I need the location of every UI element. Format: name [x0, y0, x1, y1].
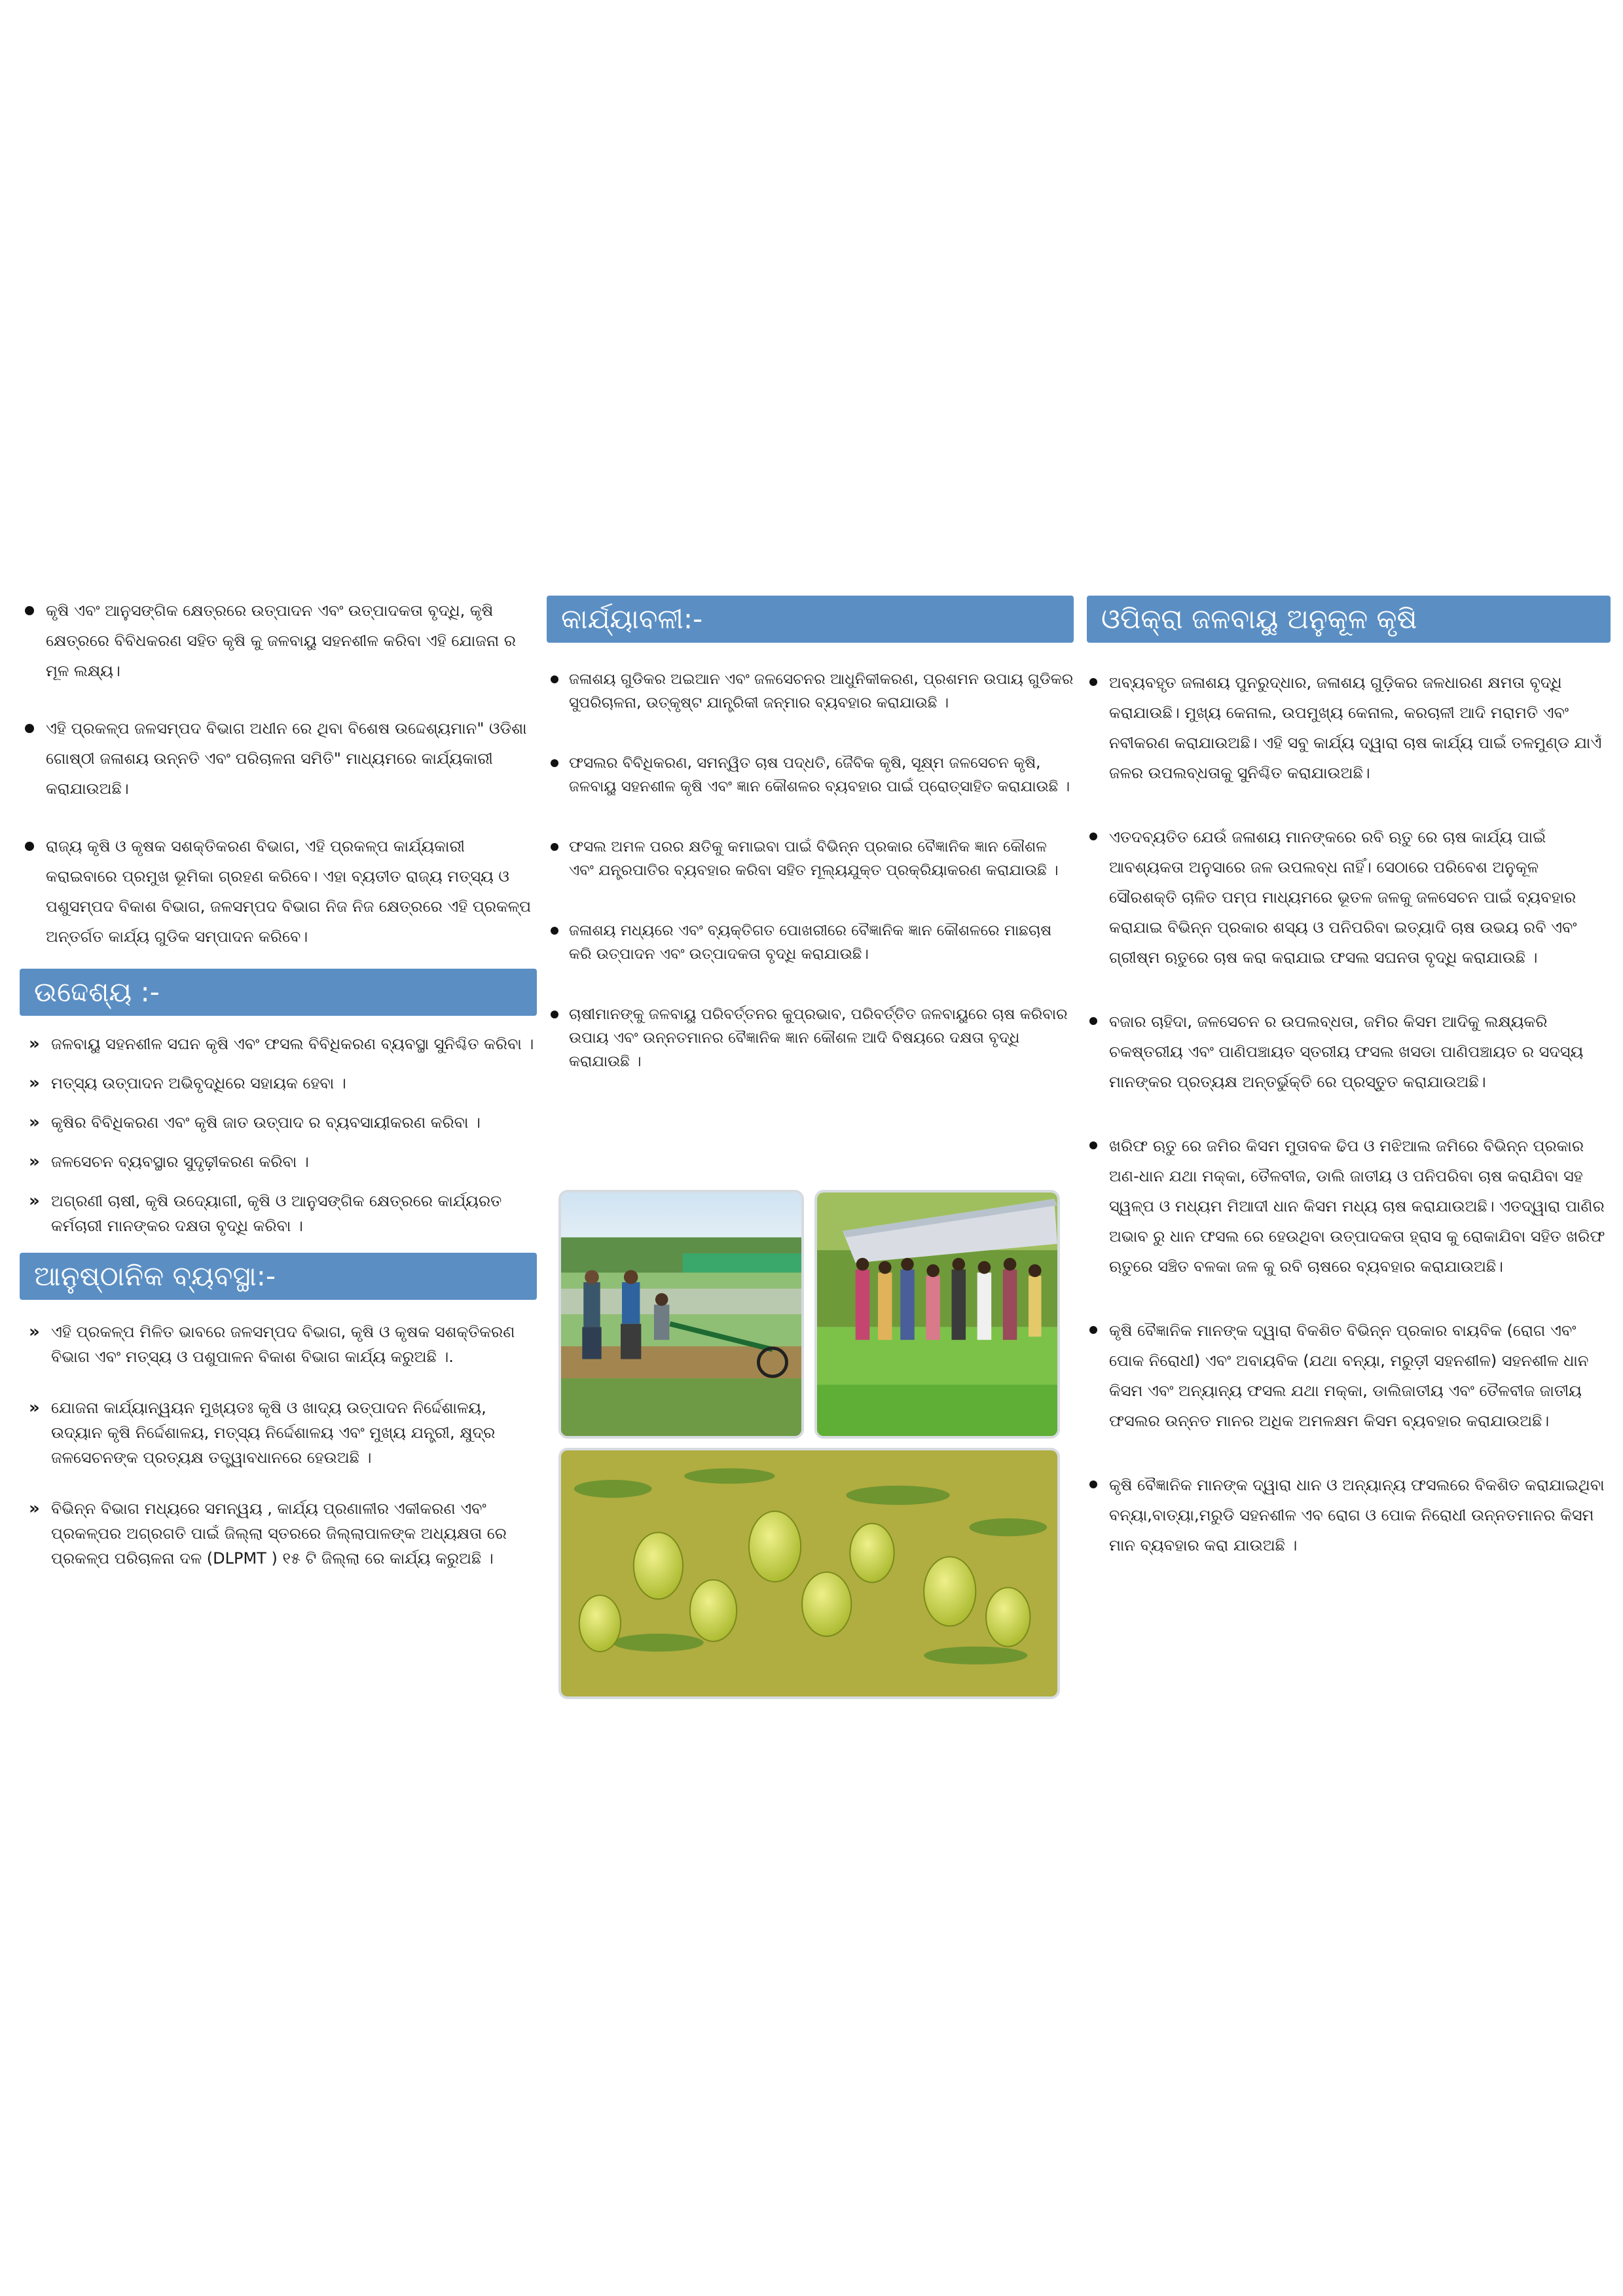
right-column	[1087, 596, 1611, 1594]
chevron-right-icon: »	[29, 1191, 40, 1211]
list-item: ଏତଦବ୍ୟତିତ ଯେଉଁ ଜଳାଶୟ ମାନଙ୍କରେ ରବି ଋତୁ ରେ ଚାଷ କାର୍ଯ୍ୟ ପାଇଁ ଆବଶ୍ୟକତା ଅନୁସାରେ ଜଳ ଉପଲବ୍ଧ ନାହିଁ। ସେଠାରେ ପରିବେଶ ଅନୁକୂଳ ସୌରଶକ୍ତି ଚାଳିତ ପମ୍ପ ମାଧ୍ୟମରେ ଭୂତଳ ଜଳକୁ ଜଳସେଚନ ପାଇଁ ବ୍ୟବହାର କରାଯାଇ ବିଭିନ୍ନ ପ୍ରକାର ଶସ୍ୟ ଓ ପନିପରିବା ଇତ୍ୟାଦି ଚାଷ ଉଭୟ ରବି ଏବଂ ଗ୍ରୀଷ୍ମ ଋତୁରେ ଚାଷ କରା କରାଯାଇ ଫସଲ ସଘନତା ବୃଦ୍ଧି କରାଯାଉଛି ।	[1087, 822, 1611, 973]
climate-agriculture-header: ଓପିକ୍ରା ଜଳବାୟୁ ଅନୁକୂଳ କୃଷି	[1087, 596, 1611, 643]
bullet-dot-icon	[25, 724, 34, 733]
list-item: ଜଳାଶୟ ମଧ୍ୟରେ ଏବଂ ବ୍ୟକ୍ତିଗତ ପୋଖରୀରେ ବୈଜ୍ଞାନିକ ଜ୍ଞାନ କୌଶଳରେ ମାଛଚାଷ କରି ଉତ୍ପାଦନ ଏବଂ ଉତ୍ପାଦକତା ବୃଦ୍ଧି କରାଯାଉଛି।	[547, 919, 1074, 966]
list-item: କୃଷି ଏବଂ ଆନୁସଙ୍ଗିକ କ୍ଷେତ୍ରରେ ଉତ୍ପାଦନ ଏବଂ ଉତ୍ପାଦକତା ବୃଦ୍ଧି, କୃଷି କ୍ଷେତ୍ରରେ ବିବିଧକରଣ ସହିତ କୃଷି କୁ ଜଳବାୟୁ ସହନଶୀଳ କରିବା ଏହି ଯୋଜନା ର ମୂଳ ଲକ୍ଷ୍ୟ।	[20, 596, 537, 686]
bullet-dot-icon	[1089, 678, 1097, 686]
list-item: » ଏହି ପ୍ରକଳ୍ପ ମିଳିତ ଭାବରେ ଜଳସମ୍ପଦ ବିଭାଗ, କୃଷି ଓ କୃଷକ ସଶକ୍ତିକରଣ ବିଭାଗ ଏବଂ ମତ୍ସ୍ୟ ଓ ପଶୁପାଳନ ବିକାଶ ବିଭାଗ କାର୍ଯ୍ୟ କରୁଅଛି ।.	[20, 1319, 537, 1369]
intro-list	[20, 596, 537, 952]
list-item: » ଅଗ୍ରଣୀ ଚାଷୀ, କୃଷି ଉଦ୍ୟୋଗୀ, କୃଷି ଓ ଆନୁସଙ୍ଗିକ କ୍ଷେତ୍ରରେ କାର୍ଯ୍ୟରତ କର୍ମଚାରୀ ମାନଙ୍କର ଦକ୍ଷତା ବୃଦ୍ଧି କରିବା ।	[20, 1189, 537, 1238]
list-item: » ଜଳସେଚନ ବ୍ୟବସ୍ଥାର ସୁଦୃଢ଼ୀକରଣ କରିବା ।	[20, 1149, 537, 1174]
chevron-right-icon: »	[29, 1113, 40, 1132]
activities-list	[547, 668, 1074, 1073]
list-item: ଅବ୍ୟବହୃତ ଜଳାଶୟ ପୁନରୁଦ୍ଧାର, ଜଳାଶୟ ଗୁଡ଼ିକର ଜଳଧାରଣ କ୍ଷମତା ବୃଦ୍ଧି କରାଯାଉଛି। ମୁଖ୍ୟ କେନାଲ, ଉପମୁଖ୍ୟ କେନାଲ, କରଚାଳୀ ଆଦି ମରାମତି ଏବଂ ନବୀକରଣ କରାଯାଉଅଛି। ଏହି ସବୁ କାର୍ଯ୍ୟ ଦ୍ୱାରା ଚାଷ କାର୍ଯ୍ୟ ପାଇଁ ତଳମୁଣ୍ଡ ଯାଏଁ ଜଳର ଉପଲବ୍ଧତାକୁ ସୁନିଶ୍ଚିତ କରାଯାଉଅଛି।	[1087, 668, 1611, 788]
bullet-dot-icon	[551, 1011, 558, 1018]
middle-column	[547, 596, 1074, 1110]
chevron-right-icon: »	[29, 1398, 40, 1418]
chevron-right-icon: »	[29, 1152, 40, 1172]
list-item: ଫସଲର ବିବିଧିକରଣ, ସମନ୍ୱିତ ଚାଷ ପଦ୍ଧତି, ଜୈବିକ କୃଷି, ସୂକ୍ଷ୍ମ ଜଳସେଚନ କୃଷି, ଜଳବାୟୁ ସହନଶୀଳ କୃଷି ଏବଂ ଜ୍ଞାନ କୌଶଳର ବ୍ୟବହାର ପାଇଁ ପ୍ରୋତ୍ସାହିତ କରାଯାଉଛି ।	[547, 751, 1074, 798]
list-item: ଚାଷୀମାନଙ୍କୁ ଜଳବାୟୁ ପରିବର୍ତ୍ତନର କୁପ୍ରଭାବ, ପରିବର୍ତ୍ତିତ ଜଳବାୟୁରେ ଚାଷ କରିବାର ଉପାୟ ଏବଂ ଉନ୍ନତମାନର ବୈଜ୍ଞାନିକ ଜ୍ଞାନ କୌଶଳ ଆଦି ବିଷୟରେ ଦକ୍ଷତା ବୃଦ୍ଧି କରାଯାଉଛି ।	[547, 1003, 1074, 1073]
bullet-dot-icon	[551, 759, 558, 767]
list-item: କୃଷି ବୈଜ୍ଞାନିକ ମାନଙ୍କ ଦ୍ୱାରା ଧାନ ଓ ଅନ୍ୟାନ୍ୟ ଫସଲରେ ବିକଶିତ କରାଯାଇଥିବା ବନ୍ୟା,ବାତ୍ୟା,ମରୁଡି ସହନଶୀଳ ଏବ ରୋଗ ଓ ପୋକ ନିରୋଧୀ ଉନ୍ନତମାନର କିସମ ମାନ ବ୍ୟବହାର କରା ଯାଉଅଛି ।	[1087, 1470, 1611, 1560]
chevron-right-icon: »	[29, 1073, 40, 1093]
bullet-dot-icon	[1089, 1141, 1097, 1149]
bullet-dot-icon	[1089, 1480, 1097, 1488]
chevron-right-icon: »	[29, 1034, 40, 1054]
climate-agriculture-list	[1087, 668, 1611, 1560]
chevron-right-icon: »	[29, 1499, 40, 1518]
bullet-dot-icon	[1089, 1017, 1097, 1025]
bullet-dot-icon	[551, 675, 558, 683]
bullet-dot-icon	[1089, 1326, 1097, 1334]
bullet-dot-icon	[551, 843, 558, 851]
list-item: ବଜାର ଚାହିଦା, ଜଳସେଚନ ର ଉପଲବ୍ଧତା, ଜମିର କିସମ ଆଦିକୁ ଲକ୍ଷ୍ୟକରି ଚକଷ୍ତରୀୟ ଏବଂ ପାଣିପଞ୍ଚାୟତ ସ୍ତରୀୟ ଫସଲ ଖସଡା ପାଣିପଞ୍ଚାୟତ ର ସଦସ୍ୟ ମାନଙ୍କର ପ୍ରତ୍ୟକ୍ଷ ଅନ୍ତର୍ଭୁକ୍ତି ରେ ପ୍ରସ୍ତୁତ କରାଯାଉଅଛି।	[1087, 1007, 1611, 1097]
list-item: » କୃଷିର ବିବିଧିକରଣ ଏବଂ କୃଷି ଜାତ ଉତ୍ପାଦ ର ବ୍ୟବସାୟୀକରଣ କରିବା ।	[20, 1110, 537, 1135]
activities-header: କାର୍ଯ୍ୟାବଳୀ:-	[547, 596, 1074, 643]
objectives-list	[20, 1031, 537, 1238]
bullet-dot-icon	[25, 606, 34, 615]
list-item: » ଯୋଜନା କାର୍ଯ୍ୟାନ୍ୱୟନ ମୁଖ୍ୟତଃ କୃଷି ଓ ଖାଦ୍ୟ ଉତ୍ପାଦନ ନିର୍ଦ୍ଦେଶାଳୟ, ଉଦ୍ୟାନ କୃଷି ନିର୍ଦ୍ଦେଶାଳୟ, ମତ୍ସ୍ୟ ନିର୍ଦ୍ଦେଶାଳୟ ଏବଂ ମୁଖ୍ୟ ଯନ୍ତ୍ରୀ, କ୍ଷୁଦ୍ର ଜଳସେଚନଙ୍କ ପ୍ରତ୍ୟକ୍ଷ ତତ୍ତ୍ୱାବଧାନରେ ହେଉଅଛି ।	[20, 1395, 537, 1470]
list-item: ଜଳାଶୟ ଗୁଡିକର ଅଇଆନ ଏବଂ ଜଳସେଚନର ଆଧୁନିକୀକରଣ, ପ୍ରଶମନ ଉପାୟ ଗୁଡିକର ସୁପରିଚାଳନା, ଉତ୍କୃଷ୍ଟ ଯାନ୍ତ୍ରିକୀ ଜନ୍ମାର ବ୍ୟବହାର କରାଯାଉଛି ।	[547, 668, 1074, 715]
list-item: ଖରିଫ ଋତୁ ରେ ଜମିର କିସମ ମୁତାବକ ଢିପ ଓ ମଝିଆଲ ଜମିରେ ବିଭିନ୍ନ ପ୍ରକାର ଅଣ-ଧାନ ଯଥା ମକ୍କା, ତୈଳବୀଜ, ଡାଲି ଜାତୀୟ ଓ ପନିପରିବା ଚାଷ କରାଯିବା ସହ ସ୍ୱଳ୍ପ ଓ ମଧ୍ୟମ ମିଆଦୀ ଧାନ କିସମ ମଧ୍ୟ ଚାଷ କରାଯାଉଅଛି। ଏତଦ୍ୱାରା ପାଣିର ଅଭାବ ରୁ ଧାନ ଫସଲ ରେ ହେଉଥିବା ଉତ୍ପାଦକତା ହ୍ରାସ କୁ ରୋକାଯିବା ସହିତ ଖରିଫ ଋତୁରେ ସଞ୍ଚିତ ବଳକା ଜଳ କୁ ରବି ଚାଷରେ ବ୍ୟବହାର କରାଯାଉଅଛି।	[1087, 1131, 1611, 1282]
left-column	[20, 596, 537, 1585]
solar-pump-group-photo	[814, 1190, 1060, 1439]
objectives-header: ଉଦ୍ଦେଶ୍ୟ :-	[20, 969, 537, 1016]
list-item: » ଜଳବାୟୁ ସହନଶୀଳ ସଘନ କୃଷି ଏବଂ ଫସଲ ବିବିଧିକରଣ ବ୍ୟବସ୍ଥା ସୁନିଶ୍ଚିତ କରିବା ।	[20, 1031, 537, 1056]
list-item: » ମତ୍ସ୍ୟ ଉତ୍ପାଦନ ଅଭିବୃଦ୍ଧିରେ ସହାୟକ ହେବା ।	[20, 1071, 537, 1096]
field-workers-photo	[558, 1190, 804, 1439]
chickpea-crop-photo	[558, 1448, 1060, 1699]
bullet-dot-icon	[1089, 833, 1097, 840]
institutional-list	[20, 1319, 537, 1571]
chevron-right-icon: »	[29, 1322, 40, 1342]
bullet-dot-icon	[25, 842, 34, 851]
bullet-dot-icon	[551, 927, 558, 935]
list-item: ଏହି ପ୍ରକଳ୍ପ ଜଳସମ୍ପଦ ବିଭାଗ ଅଧୀନ ରେ ଥିବା ବିଶେଷ ଉଦ୍ଦେଶ୍ୟମାନ" ଓଡିଶା ଗୋଷ୍ଠୀ ଜଳାଶୟ ଉନ୍ନତି ଏବଂ ପରିଚାଳନା ସମିତି" ମାଧ୍ୟମରେ କାର୍ଯ୍ୟକାରୀ କରାଯାଉଅଛି।	[20, 713, 537, 804]
list-item: ଫସଲ ଅମଳ ପରର କ୍ଷତିକୁ କମାଇବା ପାଇଁ ବିଭିନ୍ନ ପ୍ରକାର ବୈଜ୍ଞାନିକ ଜ୍ଞାନ କୌଶଳ ଏବଂ ଯନ୍ତ୍ରପାତିର ବ୍ୟବହାର କରିବା ସହିତ ମୂଲ୍ୟଯୁକ୍ତ ପ୍ରକ୍ରିୟାକରଣ କରାଯାଉଛି ।	[547, 835, 1074, 882]
list-item: କୃଷି ବୈଜ୍ଞାନିକ ମାନଙ୍କ ଦ୍ୱାରା ବିକଶିତ ବିଭିନ୍ନ ପ୍ରକାର ବାୟବିକ (ରୋଗ ଏବଂ ପୋକ ନିରୋଧୀ) ଏବଂ ଅବାୟବିକ (ଯଥା ବନ୍ୟା, ମରୁଡ଼ୀ ସହନଶୀଳ) ସହନଶୀଳ ଧାନ କିସମ ଏବଂ ଅନ୍ୟାନ୍ୟ ଫସଲ ଯଥା ମକ୍କା, ଡାଲିଜାତୀୟ ଏବଂ ତୈଳବୀଜ ଜାତୀୟ ଫସଲର ଉନ୍ନତ ମାନର ଅଧିକ ଅମଳକ୍ଷମ କିସମ ବ୍ୟବହାର କରାଯାଉଅଛି।	[1087, 1316, 1611, 1436]
institutional-header: ଆନୁଷ୍ଠାନିକ ବ୍ୟବସ୍ଥା:-	[20, 1253, 537, 1300]
list-item: ରାଜ୍ୟ କୃଷି ଓ କୃଷକ ସଶକ୍ତିକରଣ ବିଭାଗ, ଏହି ପ୍ରକଳ୍ପ କାର୍ଯ୍ୟକାରୀ କରାଇବାରେ ପ୍ରମୁଖ ଭୂମିକା ଗ୍ରହଣ କରିବେ। ଏହା ବ୍ୟତୀତ ରାଜ୍ୟ ମତ୍ସ୍ୟ ଓ ପଶୁସମ୍ପଦ ବିକାଶ ବିଭାଗ, ଜଳସମ୍ପଦ ବିଭାଗ ନିଜ ନିଜ କ୍ଷେତ୍ରରେ ଏହି ପ୍ରକଳ୍ପ ଅନ୍ତର୍ଗତ କାର୍ଯ୍ୟ ଗୁଡିକ ସମ୍ପାଦନ କରିବେ।	[20, 831, 537, 952]
list-item: » ବିଭିନ୍ନ ବିଭାଗ ମଧ୍ୟରେ ସମନ୍ୱୟ , କାର୍ଯ୍ୟ ପ୍ରଣାଳୀର ଏକୀକରଣ ଏବଂ ପ୍ରକଳ୍ପର ଅଗ୍ରଗତି ପାଇଁ ଜିଲ୍ଲା ସ୍ତରରେ ଜିଲ୍ଲାପାଳଙ୍କ ଅଧ୍ୟକ୍ଷତା ରେ ପ୍ରକଳ୍ପ ପରିଚାଳନା ଦଳ (DLPMT ) ୧୫ ଟି ଜିଲ୍ଲା ରେ କାର୍ଯ୍ୟ କରୁଅଛି ।	[20, 1496, 537, 1571]
